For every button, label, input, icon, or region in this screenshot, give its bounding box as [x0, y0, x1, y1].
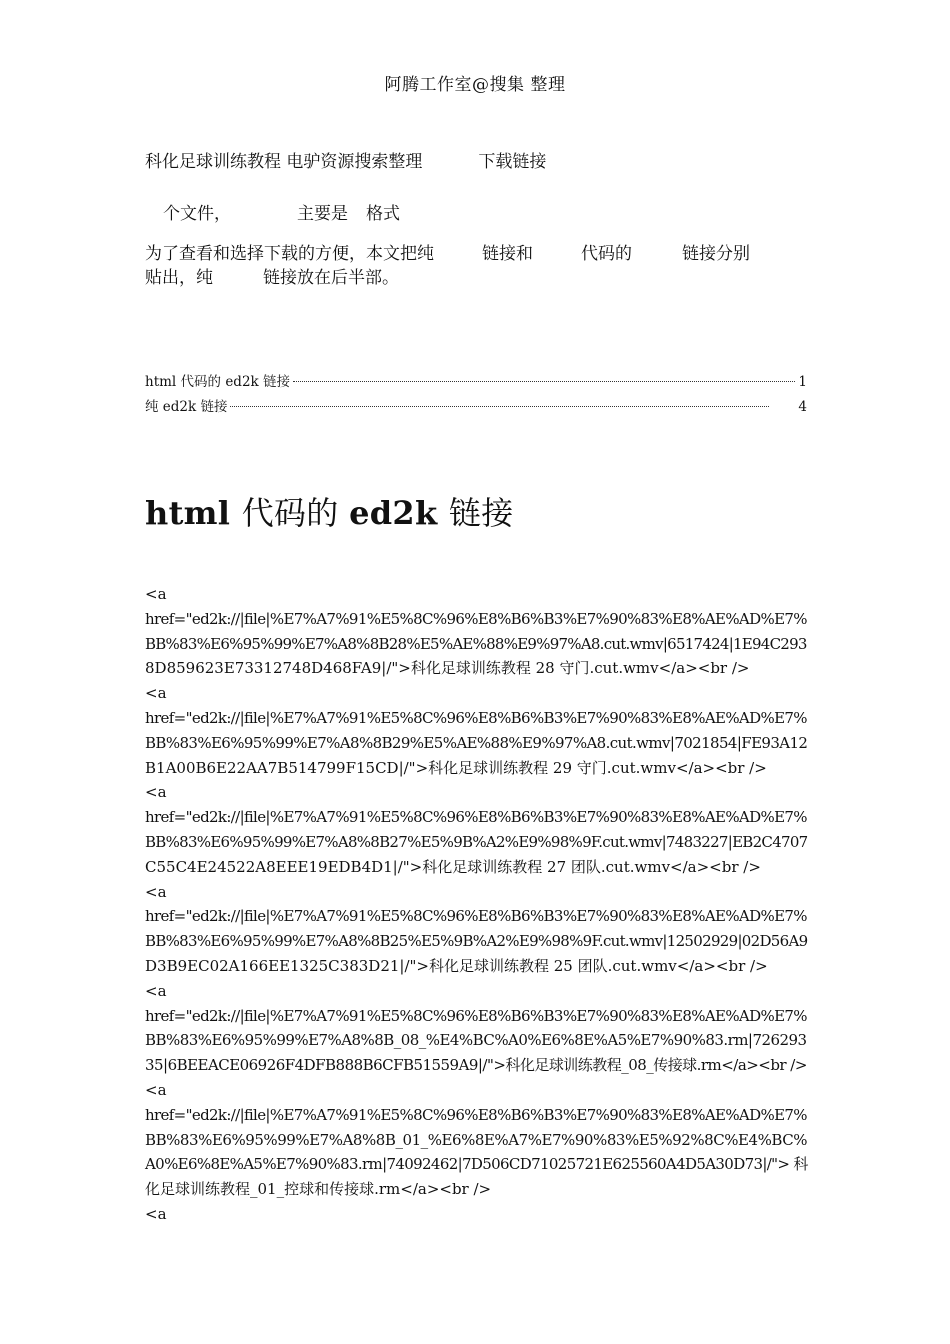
intro-line-2: [145, 202, 825, 226]
code-line: A0%E6%8E%A5%E7%90%83.rm|74092462|7D506CD71025721E625560A4D5A30D73|/"> 科: [145, 1155, 808, 1174]
code-line: <a: [145, 684, 167, 703]
code-line: href="ed2k://|file|%E7%A7%91%E5%8C%96%E8%B6%B3%E7%90%83%E8%AE%AD%E7%: [145, 907, 807, 926]
intro-line-2-a: 个文件，: [163, 204, 231, 224]
intro-line-1: [145, 150, 807, 174]
intro-line-3-b: 链接和: [482, 244, 533, 264]
section-heading-cjk-1: 代码的: [241, 494, 350, 532]
page-header: 阿腾工作室@搜集 整理: [384, 75, 566, 95]
intro-line-3-c: 代码的: [581, 244, 632, 264]
intro-line-4-a: 贴出，纯: [145, 268, 213, 288]
code-line: BB%83%E6%95%99%E7%A8%8B25%E5%9B%A2%E9%98%9F.cut.wmv|12502929|02D56A9: [145, 932, 808, 951]
intro-line-1-b: 下载链接: [478, 152, 547, 172]
code-line: href="ed2k://|file|%E7%A7%91%E5%8C%96%E8%B6%B3%E7%90%83%E8%AE%AD%E7%: [145, 609, 807, 628]
code-line: href="ed2k://|file|%E7%A7%91%E5%8C%96%E8%B6%B3%E7%90%83%E8%AE%AD%E7%: [145, 808, 807, 827]
toc-entry[interactable]: [145, 395, 807, 420]
toc-entry-title: html 代码的 ed2k 链接: [145, 374, 291, 390]
code-line: href="ed2k://|file|%E7%A7%91%E5%8C%96%E8%B6%B3%E7%90%83%E8%AE%AD%E7%: [145, 1105, 807, 1124]
intro-line-2-c: 格式: [366, 204, 400, 224]
code-line: 35|6BEEACE06926F4DFB888B6CFB51559A9|/">科化足球训练教程_08_传接球.rm</a><br />: [145, 1056, 807, 1075]
code-line: D3B9EC02A166EE1325C383D21|/">科化足球训练教程 25 团队.cut.wmv</a><br />: [145, 956, 768, 975]
code-line: <a: [145, 882, 167, 901]
code-line: <a: [145, 1080, 167, 1099]
code-line: <a: [145, 585, 167, 603]
toc-entry-page: 1: [798, 374, 807, 390]
code-line: 8D859623E73312748D468FA9|/">科化足球训练教程 28 守门.cut.wmv</a><br />: [145, 659, 750, 678]
section-heading-latin-1: html: [145, 494, 242, 532]
code-line: href="ed2k://|file|%E7%A7%91%E5%8C%96%E8%B6%B3%E7%90%83%E8%AE%AD%E7%: [145, 708, 807, 727]
toc-leader: [293, 381, 795, 382]
intro-line-4-b: 链接放在后半部。: [263, 268, 399, 288]
code-line: href="ed2k://|file|%E7%A7%91%E5%8C%96%E8%B6%B3%E7%90%83%E8%AE%AD%E7%: [145, 1006, 807, 1025]
intro-line-3-a: 为了查看和选择下载的方便，本文把纯: [145, 244, 434, 264]
code-listing: [145, 582, 807, 1227]
toc-entry[interactable]: [145, 370, 807, 395]
code-line: <a: [145, 981, 167, 1000]
section-heading-latin-2: ed2k: [349, 494, 449, 532]
code-line: BB%83%E6%95%99%E7%A8%8B29%E5%AE%88%E9%97%A8.cut.wmv|7021854|FE93A12: [145, 733, 808, 752]
section-heading: [145, 488, 514, 534]
code-line: B1A00B6E22AA7B514799F15CD|/">科化足球训练教程 29 守门.cut.wmv</a><br />: [145, 758, 767, 777]
code-line: <a: [145, 1204, 167, 1223]
intro-line-2-b: 主要是: [297, 204, 348, 224]
code-line: 化足球训练教程_01_控球和传接球.rm</a><br />: [145, 1180, 492, 1199]
code-line: <a: [145, 783, 167, 802]
code-line: BB%83%E6%95%99%E7%A8%8B_08_%E4%BC%A0%E6%8E%A5%E7%90%83.rm|726293: [145, 1031, 807, 1050]
intro-line-1-a: 科化足球训练教程 电驴资源搜索整理: [145, 152, 423, 172]
code-line: BB%83%E6%95%99%E7%A8%8B28%E5%AE%88%E9%97%A8.cut.wmv|6517424|1E94C293: [145, 634, 807, 653]
code-line: C55C4E24522A8EEE19EDB4D1|/">科化足球训练教程 27 团队.cut.wmv</a><br />: [145, 857, 761, 876]
toc-entry-page: 4: [798, 399, 807, 415]
code-line: BB%83%E6%95%99%E7%A8%8B27%E5%9B%A2%E9%98%9F.cut.wmv|7483227|EB2C4707: [145, 832, 808, 851]
intro-line-3-d: 链接分别: [682, 244, 750, 264]
section-heading-cjk-2: 链接: [448, 494, 514, 532]
toc-entry-title: 纯 ed2k 链接: [145, 399, 228, 415]
toc-leader: [230, 406, 769, 407]
table-of-contents: [145, 370, 807, 420]
intro-paragraph: [145, 242, 807, 290]
code-line: BB%83%E6%95%99%E7%A8%8B_01_%E6%8E%A7%E7%90%83%E5%92%8C%E4%BC%: [145, 1130, 808, 1149]
